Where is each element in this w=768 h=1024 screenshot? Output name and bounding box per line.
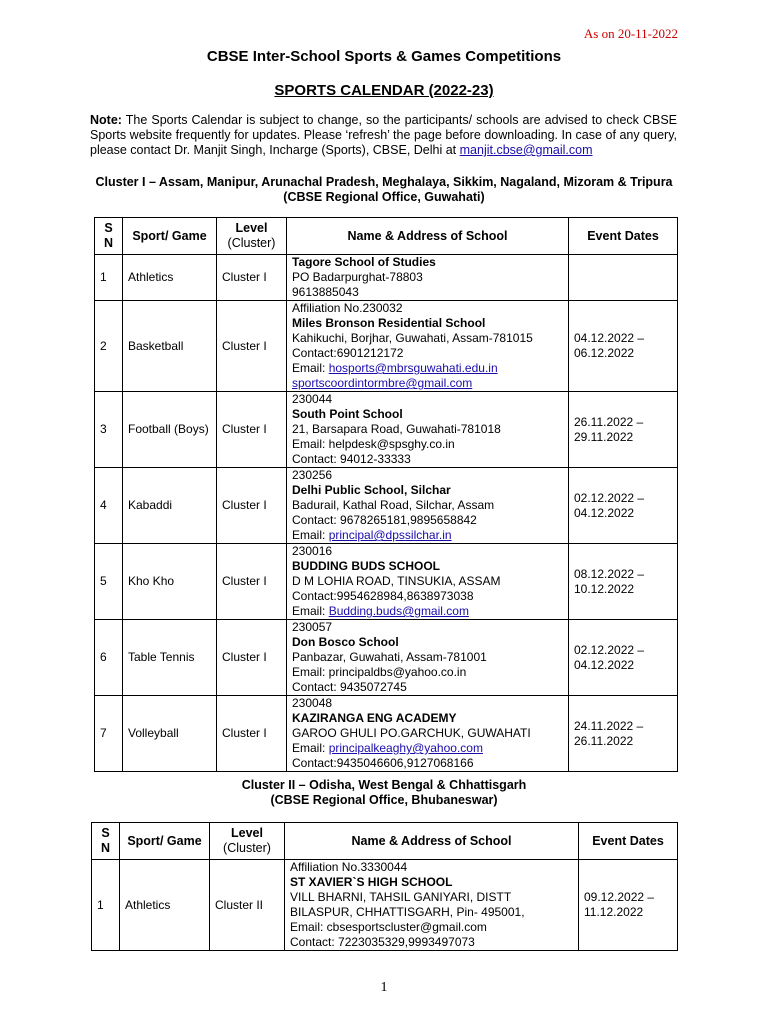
school-detail-line: Contact: 7223035329,9993497073 [290,935,475,949]
sport-name: Kabaddi [123,468,217,544]
school-name: Miles Bronson Residential School [292,316,486,330]
school-detail-line: 230057 [292,620,333,634]
serial-number: 2 [95,301,123,392]
header-sn: S N [92,823,120,860]
level-cell: Cluster I [217,255,287,301]
table-row [95,468,678,544]
school-detail-line: Panbazar, Guwahati, Assam-781001 [292,650,487,664]
cluster2-office: (CBSE Regional Office, Bhubaneswar) [270,793,498,807]
school-name: BUDDING BUDS SCHOOL [292,559,441,573]
header-level: Level (Cluster) [217,218,287,255]
header-school: Name & Address of School [287,218,569,255]
level-cell: Cluster I [217,468,287,544]
school-cell [287,255,569,301]
cluster1-heading [90,175,678,205]
event-dates: 08.12.2022 – 10.12.2022 [569,544,678,620]
event-dates [569,255,678,301]
as-on-date: As on 20-11-2022 [583,26,678,41]
event-dates: 09.12.2022 – 11.12.2022 [579,860,678,951]
table-row [95,255,678,301]
school-detail-line: Contact:6901212172 [292,346,404,360]
school-cell [287,392,569,468]
level-cell: Cluster I [217,696,287,772]
header-sn: S N [95,218,123,255]
school-detail-line: 9613885043 [292,285,359,299]
school-detail-line: Email: cbsesportscluster@gmail.com [290,920,487,934]
event-dates: 26.11.2022 – 29.11.2022 [569,392,678,468]
table-row [95,301,678,392]
header-level: Level (Cluster) [210,823,285,860]
school-detail-line: 230044 [292,392,333,406]
level-cell: Cluster II [210,860,285,951]
school-name: Delhi Public School, Silchar [292,483,451,497]
header-dates: Event Dates [579,823,678,860]
school-detail-line: 230256 [292,468,333,482]
table-row [92,860,678,951]
sport-name: Football (Boys) [123,392,217,468]
table-row [95,544,678,620]
school-detail-line: Affiliation No.230032 [292,301,403,315]
school-email-link[interactable]: principalkeaghy@yahoo.com [328,741,483,755]
school-detail-line: Contact: 9678265181,9895658842 [292,513,477,527]
school-detail-line: VILL BHARNI, TAHSIL GANIYARI, DISTT [290,890,512,904]
school-detail-line: Contact: 9435072745 [292,680,407,694]
school-name: South Point School [292,407,403,421]
serial-number: 3 [95,392,123,468]
cluster1-header-row [95,218,678,255]
school-detail-line: Contact:9435046606,9127068166 [292,756,474,770]
school-name: Tagore School of Studies [292,255,436,269]
school-detail-line: BILASPUR, CHHATTISGARH, Pin- 495001, [290,905,525,919]
school-cell [287,696,569,772]
school-cell [287,544,569,620]
school-email-link[interactable]: sportscoordintormbre@gmail.com [292,376,473,390]
cluster1-table [94,217,678,772]
school-detail-line: GAROO GHULI PO.GARCHUK, GUWAHATI [292,726,531,740]
cluster2-header-row [92,823,678,860]
school-name: ST XAVIER`S HIGH SCHOOL [290,875,453,889]
header-dates: Event Dates [569,218,678,255]
serial-number: 1 [92,860,120,951]
sport-name: Basketball [123,301,217,392]
contact-email-link[interactable]: manjit.cbse@gmail.com [459,143,593,157]
document-subtitle: SPORTS CALENDAR (2022-23) [274,82,494,99]
sport-name: Athletics [123,255,217,301]
note-label: Note: [90,113,122,127]
table-row [95,620,678,696]
cluster2-states: Cluster II – Odisha, West Bengal & Chhattisgarh [241,778,527,792]
table-row [95,696,678,772]
school-detail-line [292,376,563,391]
note-text: The Sports Calendar is subject to change, so the participants/ schools are advised to check CBSE Sports website frequently for updates. Please ‘refresh’ the page before downloading. In case of any query, please contact Dr. Manjit Singh, Incharge (Sports), CBSE, Delhi at [90,113,677,157]
level-cell: Cluster I [217,392,287,468]
serial-number: 5 [95,544,123,620]
school-detail-line: Contact: 94012-33333 [292,452,411,466]
school-detail-line: Email: hosports@mbrsguwahati.edu.in [292,361,498,375]
header-sport: Sport/ Game [120,823,210,860]
school-detail-line: PO Badarpurghat-78803 [292,270,423,284]
cluster1-states: Cluster I – Assam, Manipur, Arunachal Pradesh, Meghalaya, Sikkim, Nagaland, Mizoram & Tripura [95,175,673,189]
table-row [95,392,678,468]
school-cell [287,468,569,544]
school-detail-line: Affiliation No.3330044 [290,860,408,874]
level-cell: Cluster I [217,620,287,696]
cluster2-heading [90,778,678,808]
cluster2-table [91,822,678,951]
cluster1-office: (CBSE Regional Office, Guwahati) [283,190,485,204]
school-detail-line: Contact:9954628984,8638973038 [292,589,474,603]
school-detail-line: Kahikuchi, Borjhar, Guwahati, Assam-781015 [292,331,533,345]
school-detail-line: Email: Budding.buds@gmail.com [292,604,469,618]
note-paragraph [90,113,677,158]
school-detail-line: 230048 [292,696,333,710]
school-detail-line: Badurail, Kathal Road, Silchar, Assam [292,498,495,512]
school-detail-line: Email: helpdesk@spsghy.co.in [292,437,455,451]
serial-number: 7 [95,696,123,772]
serial-number: 4 [95,468,123,544]
level-cell: Cluster I [217,544,287,620]
sport-name: Table Tennis [123,620,217,696]
header-school: Name & Address of School [285,823,579,860]
school-detail-line: Email: principaldbs@yahoo.co.in [292,665,467,679]
document-title: CBSE Inter-School Sports & Games Competitions [206,48,562,65]
event-dates: 04.12.2022 – 06.12.2022 [569,301,678,392]
school-cell [285,860,579,951]
school-email-link[interactable]: Budding.buds@gmail.com [328,604,469,618]
sport-name: Kho Kho [123,544,217,620]
school-email-link[interactable]: hosports@mbrsguwahati.edu.in [328,361,498,375]
school-detail-line: D M LOHIA ROAD, TINSUKIA, ASSAM [292,574,501,588]
sport-name: Athletics [120,860,210,951]
event-dates: 24.11.2022 – 26.11.2022 [569,696,678,772]
event-dates: 02.12.2022 – 04.12.2022 [569,468,678,544]
school-detail-line: Email: principalkeaghy@yahoo.com [292,741,483,755]
serial-number: 6 [95,620,123,696]
school-detail-line: 230016 [292,544,333,558]
level-cell: Cluster I [217,301,287,392]
serial-number: 1 [95,255,123,301]
header-sport: Sport/ Game [123,218,217,255]
school-email-link[interactable]: principal@dpssilchar.in [328,528,452,542]
school-cell [287,301,569,392]
school-name: KAZIRANGA ENG ACADEMY [292,711,457,725]
page-number: 1 [380,980,388,995]
school-detail-line: 21, Barsapara Road, Guwahati-781018 [292,422,501,436]
sport-name: Volleyball [123,696,217,772]
event-dates: 02.12.2022 – 04.12.2022 [569,620,678,696]
school-detail-line: Email: principal@dpssilchar.in [292,528,452,542]
school-name: Don Bosco School [292,635,399,649]
school-cell [287,620,569,696]
